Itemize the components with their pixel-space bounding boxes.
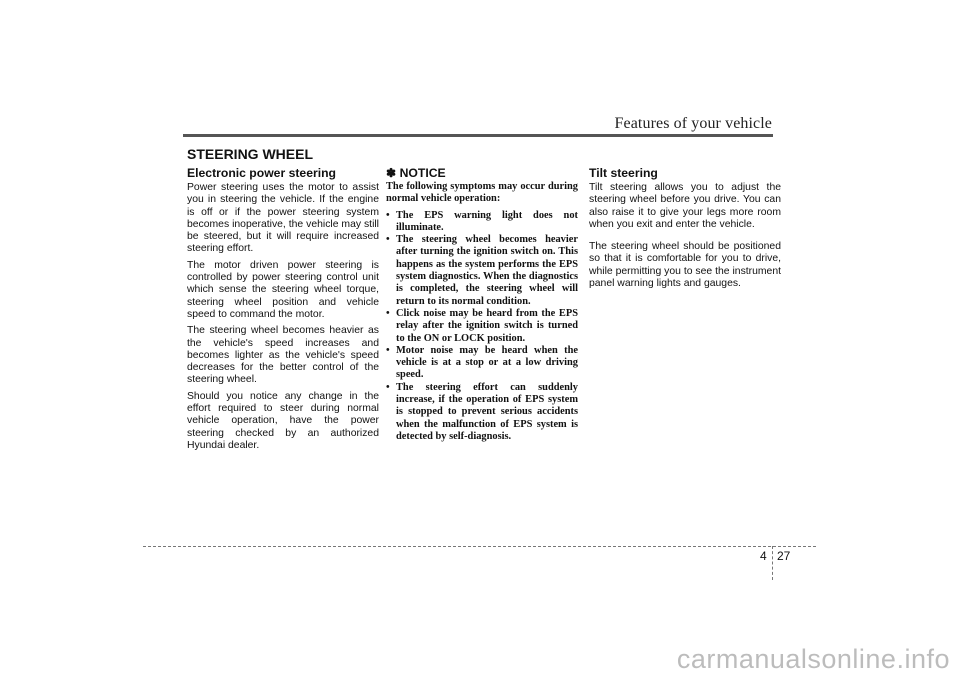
- notice-intro: The following symptoms may occur during normal vehicle operation:: [386, 181, 578, 205]
- notice-item-text: Motor noise may be heard when the vehicle is at a stop or at a low driving speed.: [396, 344, 578, 381]
- tilt-paragraph-2: The steering wheel should be positioned so that it is comfortable for you to drive, while permitting you to see the instrument panel warning lights and gauges.: [589, 241, 781, 290]
- chapter-number: 4: [760, 549, 767, 563]
- tilt-steering-heading: Tilt steering: [589, 166, 658, 180]
- notice-item-text: The steering effort can suddenly increase, if the operation of EPS system is stopped to prevent serious accidents when the malfunction of EPS system is detected by self-diagnosis.: [396, 381, 578, 442]
- tilt-paragraph-1: Tilt steering allows you to adjust the steering wheel before you drive. You can also raise it to give your legs more room when you exit and enter the vehicle.: [589, 182, 781, 230]
- eps-paragraph-4: Should you notice any change in the effort required to steer during normal vehicle operation, have the power steering checked by an authorized Hyundai dealer.: [187, 390, 379, 451]
- electronic-power-steering-heading: Electronic power steering: [187, 166, 336, 180]
- bullet-icon: •: [386, 234, 390, 246]
- notice-item: [386, 345, 578, 382]
- bullet-icon: •: [386, 344, 390, 356]
- notice-item: [386, 210, 578, 235]
- header-rule: [183, 134, 773, 137]
- page-number: 27: [777, 549, 791, 563]
- watermark: carmanualsonline.info: [676, 644, 950, 674]
- notice-item-text: The steering wheel becomes heavier after turning the ignition switch on. This happens as the system performs the EPS system diagnostics. When the diagnostics is completed, the steering wheel will return to its normal condition.: [396, 234, 578, 307]
- page-number-divider: [772, 546, 773, 580]
- notice-item-text: The EPS warning light does not illuminate.: [396, 209, 578, 233]
- tilt-steering-column: [589, 166, 781, 300]
- footer-rule: [143, 546, 816, 547]
- notice-column: [386, 166, 578, 443]
- notice-item-text: Click noise may be heard from the EPS relay after the ignition switch is turned to the ON or LOCK position.: [396, 307, 578, 344]
- notice-item: [386, 308, 578, 345]
- section-title: STEERING WHEEL: [187, 146, 314, 162]
- bullet-icon: •: [386, 381, 390, 393]
- bullet-icon: •: [386, 209, 390, 221]
- notice-list: [386, 210, 578, 444]
- bullet-icon: •: [386, 307, 390, 319]
- electronic-power-steering-column: [187, 166, 379, 456]
- eps-paragraph-1: Power steering uses the motor to assist you in steering the vehicle. If the engine is off or if the power steering system becomes inoperative, the vehicle may still be steered, but it will require increased steering effort.: [187, 182, 379, 255]
- notice-item: [386, 234, 578, 308]
- eps-paragraph-2: The motor driven power steering is controlled by power steering control unit which sense the steering wheel torque, steering wheel position and vehicle speed to command the motor.: [187, 259, 379, 320]
- eps-paragraph-3: The steering wheel becomes heavier as the vehicle's speed increases and becomes lighter as the vehicle's speed decreases for the better control of the steering wheel.: [187, 325, 379, 386]
- notice-title: ✽ NOTICE: [386, 166, 446, 180]
- header-title: Features of your vehicle: [614, 115, 772, 132]
- notice-item: [386, 382, 578, 443]
- notice-body: [386, 181, 578, 443]
